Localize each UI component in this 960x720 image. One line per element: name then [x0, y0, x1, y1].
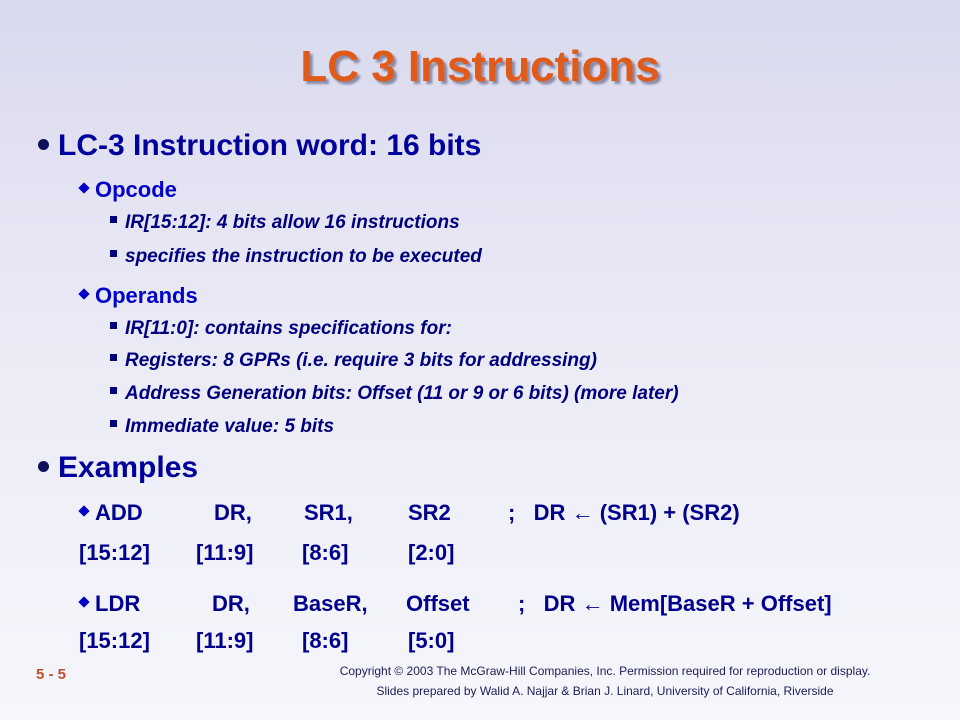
copyright-notice: Copyright © 2003 The McGraw-Hill Companies, Inc. Permission required for reproduction or display. [339, 664, 871, 678]
diamond-bullet-icon [78, 289, 89, 300]
author-credit: Slides prepared by Walid A. Najjar & Brian J. Linard, University of California, Riverside [376, 684, 834, 698]
bullet-registers: Registers: 8 GPRs (i.e. require 3 bits for addressing) [110, 350, 597, 372]
ldr-arg-dr: DR, [212, 591, 250, 616]
add-field-opcode: [15:12] [79, 540, 150, 565]
slide-number: 5 - 5 [36, 666, 67, 683]
ldr-field-offset: [5:0] [408, 628, 455, 653]
diamond-bullet-icon [78, 597, 89, 608]
bullet-instruction-word: LC-3 Instruction word: 16 bits [38, 129, 481, 163]
ldr-field-opcode: [15:12] [79, 628, 150, 653]
bullet-address-generation: Address Generation bits: Offset (11 or 9 or 6 bits) (more later) [110, 383, 679, 405]
add-field-dr: [11:9] [196, 540, 254, 565]
add-field-sr1: [8:6] [302, 540, 349, 565]
ldr-comment: ; DR ← Mem[BaseR + Offset] [518, 591, 832, 616]
bullet-opcode: Opcode [80, 177, 177, 203]
square-bullet-icon [110, 354, 117, 361]
add-example-line [80, 500, 143, 526]
bullet-operands-bits: IR[11:0]: contains specifications for: [110, 318, 452, 340]
left-arrow-icon: ← [571, 500, 594, 525]
diamond-bullet-icon [78, 183, 89, 194]
bullet-immediate-value: Immediate value: 5 bits [110, 416, 334, 438]
diamond-bullet-icon [78, 506, 89, 517]
square-bullet-icon [110, 216, 117, 223]
left-arrow-icon: ← [581, 591, 604, 616]
ldr-field-dr: [11:9] [196, 628, 254, 653]
round-bullet-icon [38, 461, 49, 472]
slide-title: LC 3 Instructions [300, 42, 660, 91]
add-arg-dr: DR, [214, 500, 252, 525]
square-bullet-icon [110, 250, 117, 257]
ldr-opcode: LDR [95, 591, 141, 616]
square-bullet-icon [110, 322, 117, 329]
add-field-sr2: [2:0] [408, 540, 455, 565]
add-arg-sr2: SR2 [408, 500, 451, 525]
bullet-opcode-purpose: specifies the instruction to be executed [110, 246, 482, 268]
ldr-arg-baser: BaseR, [293, 591, 368, 616]
round-bullet-icon [38, 139, 49, 150]
ldr-arg-offset: Offset [406, 591, 470, 616]
add-opcode: ADD [95, 500, 143, 525]
ldr-example-line [80, 591, 140, 617]
bullet-opcode-bits: IR[15:12]: 4 bits allow 16 instructions [110, 212, 460, 234]
square-bullet-icon [110, 420, 117, 427]
square-bullet-icon [110, 387, 117, 394]
ldr-field-baser: [8:6] [302, 628, 349, 653]
add-comment: ; DR ← (SR1) + (SR2) [508, 500, 740, 525]
add-arg-sr1: SR1, [304, 500, 353, 525]
bullet-examples: Examples [38, 451, 198, 485]
bullet-operands: Operands [80, 283, 198, 309]
